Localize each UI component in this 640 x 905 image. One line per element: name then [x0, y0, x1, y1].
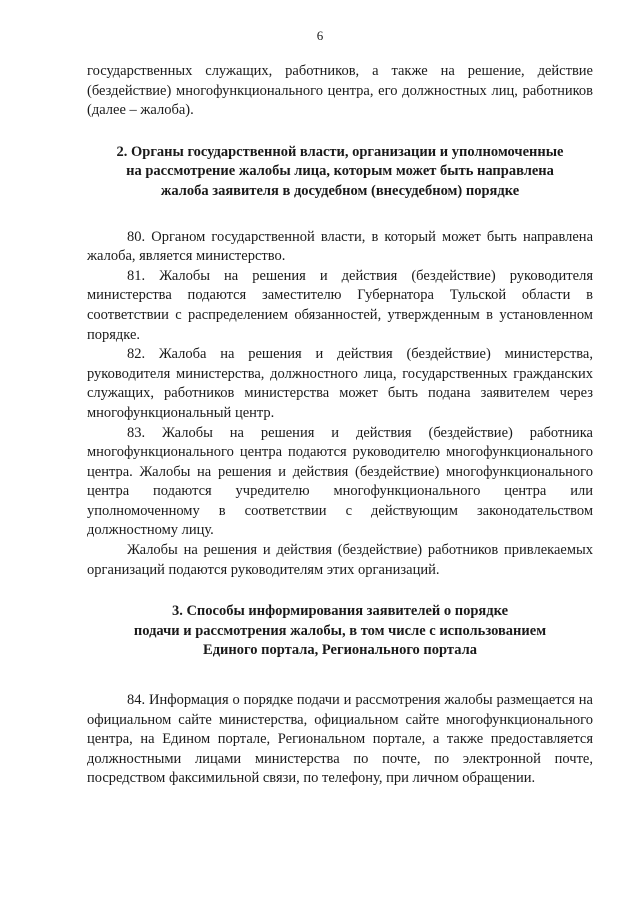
- paragraph-81: 81. Жалобы на решения и действия (бездействие) руководителя министерства подаются заместителю Губернатора Тульской области в соответствии с распределением обязанностей, утвержденным в установленном порядке.: [87, 267, 593, 343]
- paragraph-82: 82. Жалоба на решения и действия (бездействие) министерства, руководителя министерства, должностного лица, государственных гражданских служащих, работников министерства может быть подана заявителем через многофункциональный центр.: [87, 346, 593, 421]
- section-3-heading-line: 3. Способы информирования заявителей о порядке: [171, 603, 509, 620]
- document-body: [87, 62, 593, 789]
- paragraph-83: 83. Жалобы на решения и действия (бездействие) работника многофункционального центра подаются руководителю многофункционального центра. Жалобы на решения и действия (бездействие) многофункционального центра подаются учредителю многофункционального центра или уполномоченному в соответствии с действующим законодательством должностному лицу.: [87, 424, 593, 539]
- section-3-heading: [87, 602, 593, 661]
- section-3-heading-line: подачи и рассмотрения жалобы, в том числе с использованием: [133, 622, 547, 639]
- page-number: 6: [316, 28, 324, 43]
- paragraph-attracted-organizations: Жалобы на решения и действия (бездействие) работников привлекаемых организаций подаются руководителям этих организаций.: [87, 542, 593, 578]
- section-2-heading-line: жалоба заявителя в досудебном (внесудебном) порядке: [160, 182, 520, 199]
- paragraph-80: 80. Органом государственной власти, в который может быть направлена жалоба, является министерство.: [87, 228, 593, 265]
- section-2-heading-line: 2. Органы государственной власти, организации и уполномоченные: [116, 143, 564, 160]
- intro-paragraph: государственных служащих, работников, а также на решение, действие (бездействие) многофункционального центра, его должностных лиц, работников (далее – жалоба).: [87, 63, 593, 119]
- section-2-heading-line: на рассмотрение жалобы лица, которым может быть направлена: [126, 163, 554, 180]
- section-2-heading: [87, 143, 593, 202]
- paragraph-84: 84. Информация о порядке подачи и рассмотрения жалобы размещается на официальном сайте министерства, официальном сайте многофункционального центра, на Едином портале, Региональном портале, а также предоставляется должностными лицами министерства по почте, по электронной почте, посредством факсимильной связи, по телефону, при личном обращении.: [87, 692, 593, 787]
- section-3-heading-line: Единого портала, Регионального портала: [203, 642, 477, 659]
